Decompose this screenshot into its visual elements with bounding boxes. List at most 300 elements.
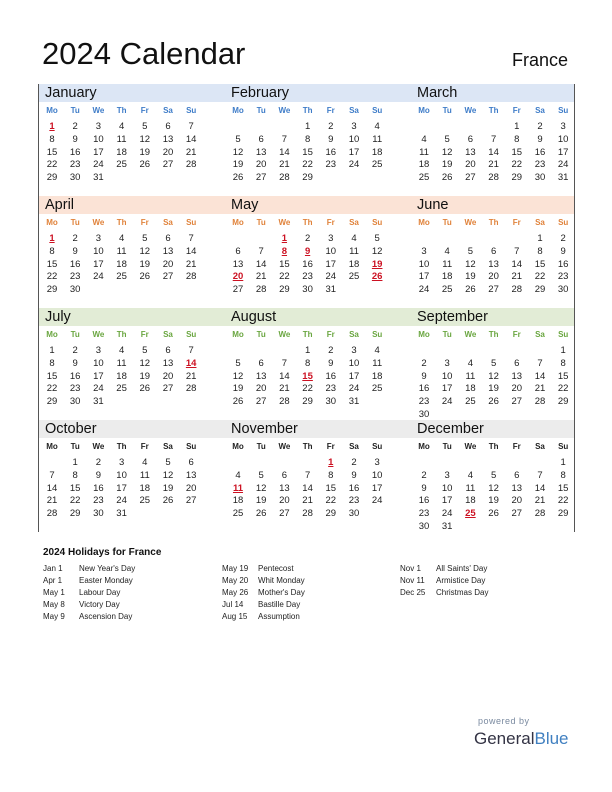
brand-logo[interactable] [474, 729, 569, 749]
day-cell[interactable]: 4 [374, 345, 380, 356]
day-cell[interactable]: 20 [255, 383, 267, 395]
day-cell[interactable]: 7 [537, 357, 543, 369]
day-cell[interactable]: 14 [279, 146, 290, 158]
day-cell[interactable]: 17 [441, 383, 453, 395]
day-cell[interactable]: 10 [441, 482, 453, 494]
day-cell[interactable]: 28 [534, 396, 546, 408]
day-cell[interactable]: 16 [348, 482, 360, 494]
day-cell[interactable]: 21 [488, 159, 499, 171]
day-cell[interactable]: 30 [69, 172, 81, 184]
day-cell[interactable]: 25 [116, 271, 127, 283]
day-cell[interactable]: 1 [49, 345, 55, 356]
day-cell[interactable]: 4 [421, 133, 427, 145]
day-cell[interactable]: 13 [488, 258, 499, 270]
day-cell[interactable]: 16 [69, 370, 81, 382]
day-cell[interactable]: 2 [328, 345, 334, 356]
day-cell[interactable]: 16 [557, 258, 569, 270]
day-cell[interactable]: 25 [232, 508, 244, 520]
day-cell[interactable]: 25 [371, 383, 383, 395]
day-cell[interactable]: 11 [116, 245, 127, 257]
day-cell[interactable]: 6 [514, 357, 520, 369]
day-cell[interactable]: 29 [325, 508, 337, 520]
day-cell[interactable]: 17 [557, 146, 569, 158]
day-cell[interactable]: 22 [46, 159, 58, 171]
day-cell[interactable]: 29 [279, 284, 290, 296]
day-cell[interactable]: 26 [255, 508, 267, 520]
day-cell[interactable]: 15 [46, 258, 58, 270]
day-cell[interactable]: 30 [418, 409, 430, 420]
day-cell[interactable]: 28 [185, 159, 197, 171]
day-cell[interactable]: 4 [142, 457, 148, 468]
day-cell[interactable]: 4 [118, 345, 125, 356]
day-cell[interactable]: 25 [139, 495, 151, 507]
day-cell[interactable]: 11 [372, 133, 383, 145]
day-cell[interactable]: 8 [281, 245, 288, 257]
day-cell[interactable]: 20 [511, 495, 523, 507]
day-cell[interactable]: 10 [93, 133, 104, 145]
day-cell[interactable]: 3 [421, 245, 427, 257]
day-cell[interactable]: 9 [328, 133, 334, 145]
day-cell[interactable]: 16 [302, 258, 313, 270]
day-cell[interactable]: 27 [465, 172, 476, 184]
day-cell[interactable]: 4 [374, 121, 380, 132]
day-cell[interactable]: 12 [441, 146, 453, 158]
day-cell[interactable]: 23 [557, 271, 569, 283]
day-cell[interactable]: 24 [93, 271, 104, 283]
day-cell[interactable]: 23 [93, 495, 104, 507]
day-cell[interactable]: 16 [418, 495, 430, 507]
day-cell[interactable]: 27 [511, 396, 523, 408]
day-cell[interactable]: 8 [49, 357, 55, 369]
day-cell[interactable]: 18 [371, 146, 383, 158]
day-cell[interactable]: 14 [302, 482, 313, 494]
day-cell[interactable]: 23 [534, 159, 546, 171]
day-cell[interactable]: 29 [69, 508, 81, 520]
day-cell[interactable]: 31 [325, 284, 337, 296]
day-cell[interactable]: 10 [93, 357, 104, 369]
day-cell[interactable]: 16 [69, 258, 81, 270]
day-cell[interactable]: 1 [49, 233, 55, 244]
day-cell[interactable]: 31 [93, 396, 104, 408]
day-cell[interactable]: 5 [235, 357, 241, 369]
day-cell[interactable]: 5 [165, 457, 171, 468]
day-cell[interactable]: 7 [188, 121, 194, 132]
day-cell[interactable]: 19 [162, 482, 174, 494]
day-cell[interactable]: 18 [465, 383, 476, 395]
day-cell[interactable]: 27 [255, 396, 267, 408]
day-cell[interactable]: 2 [304, 233, 311, 244]
day-cell[interactable]: 15 [46, 146, 58, 158]
day-cell[interactable]: 4 [235, 469, 241, 481]
day-cell[interactable]: 8 [304, 133, 311, 145]
day-cell[interactable]: 7 [49, 469, 55, 481]
day-cell[interactable]: 3 [560, 121, 566, 132]
day-cell[interactable]: 1 [560, 345, 566, 356]
day-cell[interactable]: 8 [328, 469, 334, 481]
day-cell[interactable]: 22 [302, 383, 313, 395]
day-cell[interactable]: 13 [232, 258, 244, 270]
day-cell[interactable]: 2 [72, 121, 78, 132]
day-cell[interactable]: 21 [255, 271, 267, 283]
day-cell[interactable]: 15 [302, 370, 313, 382]
day-cell[interactable]: 14 [185, 245, 197, 257]
day-cell[interactable]: 16 [534, 146, 546, 158]
day-cell[interactable]: 30 [69, 396, 81, 408]
day-cell[interactable]: 8 [560, 357, 566, 369]
day-cell[interactable]: 30 [534, 172, 546, 184]
day-cell[interactable]: 14 [534, 370, 546, 382]
day-cell[interactable]: 15 [557, 482, 569, 494]
day-cell[interactable]: 12 [162, 469, 174, 481]
day-cell[interactable]: 7 [281, 133, 288, 145]
day-cell[interactable]: 7 [188, 345, 194, 356]
day-cell[interactable]: 4 [118, 233, 125, 244]
day-cell[interactable]: 19 [488, 495, 499, 507]
day-cell[interactable]: 9 [72, 133, 78, 145]
day-cell[interactable]: 6 [188, 457, 194, 468]
day-cell[interactable]: 28 [488, 172, 499, 184]
day-cell[interactable]: 21 [46, 495, 58, 507]
day-cell[interactable]: 7 [537, 469, 543, 481]
day-cell[interactable]: 7 [304, 469, 311, 481]
day-cell[interactable]: 4 [118, 121, 125, 132]
day-cell[interactable]: 16 [418, 383, 430, 395]
day-cell[interactable]: 30 [325, 396, 337, 408]
day-cell[interactable]: 15 [534, 258, 546, 270]
day-cell[interactable]: 8 [304, 357, 311, 369]
day-cell[interactable]: 19 [441, 159, 453, 171]
day-cell[interactable]: 11 [442, 258, 453, 270]
day-cell[interactable]: 5 [490, 469, 497, 481]
day-cell[interactable]: 12 [488, 370, 499, 382]
day-cell[interactable]: 4 [467, 357, 474, 369]
day-cell[interactable]: 3 [95, 121, 102, 132]
day-cell[interactable]: 18 [139, 482, 151, 494]
day-cell[interactable]: 25 [465, 396, 476, 408]
day-cell[interactable]: 20 [162, 370, 174, 382]
day-cell[interactable]: 22 [557, 383, 569, 395]
day-cell[interactable]: 23 [302, 271, 313, 283]
day-cell[interactable]: 13 [185, 469, 197, 481]
day-cell[interactable]: 26 [488, 508, 499, 520]
day-cell[interactable]: 19 [139, 258, 151, 270]
day-cell[interactable]: 21 [185, 146, 197, 158]
day-cell[interactable]: 6 [467, 133, 474, 145]
day-cell[interactable]: 18 [116, 146, 127, 158]
day-cell[interactable]: 17 [441, 495, 453, 507]
day-cell[interactable]: 12 [232, 370, 244, 382]
day-cell[interactable]: 2 [72, 345, 78, 356]
day-cell[interactable]: 24 [441, 508, 453, 520]
day-cell[interactable]: 3 [374, 457, 380, 468]
day-cell[interactable]: 27 [162, 159, 174, 171]
day-cell[interactable]: 29 [534, 284, 546, 296]
day-cell[interactable]: 2 [537, 121, 543, 132]
day-cell[interactable]: 24 [348, 159, 360, 171]
day-cell[interactable]: 3 [95, 345, 102, 356]
day-cell[interactable]: 26 [371, 271, 383, 283]
day-cell[interactable]: 17 [418, 271, 430, 283]
day-cell[interactable]: 26 [441, 172, 453, 184]
day-cell[interactable]: 7 [258, 245, 264, 257]
day-cell[interactable]: 19 [488, 383, 499, 395]
day-cell[interactable]: 11 [116, 133, 127, 145]
day-cell[interactable]: 27 [279, 508, 290, 520]
day-cell[interactable]: 11 [465, 482, 476, 494]
day-cell[interactable]: 14 [488, 146, 499, 158]
day-cell[interactable]: 26 [488, 396, 499, 408]
day-cell[interactable]: 29 [46, 284, 58, 296]
day-cell[interactable]: 3 [351, 121, 357, 132]
day-cell[interactable]: 9 [351, 469, 357, 481]
day-cell[interactable]: 14 [511, 258, 523, 270]
day-cell[interactable]: 26 [232, 172, 244, 184]
day-cell[interactable]: 29 [557, 508, 569, 520]
day-cell[interactable]: 10 [93, 245, 104, 257]
day-cell[interactable]: 1 [537, 233, 543, 244]
day-cell[interactable]: 8 [72, 469, 78, 481]
day-cell[interactable]: 8 [560, 469, 566, 481]
day-cell[interactable]: 25 [371, 159, 383, 171]
day-cell[interactable]: 24 [418, 284, 430, 296]
day-cell[interactable]: 2 [421, 357, 427, 369]
day-cell[interactable]: 7 [514, 245, 520, 257]
day-cell[interactable]: 23 [69, 271, 81, 283]
day-cell[interactable]: 26 [139, 383, 151, 395]
day-cell[interactable]: 1 [49, 121, 55, 132]
day-cell[interactable]: 30 [302, 284, 313, 296]
day-cell[interactable]: 25 [441, 284, 453, 296]
day-cell[interactable]: 12 [139, 133, 151, 145]
day-cell[interactable]: 22 [69, 495, 81, 507]
day-cell[interactable]: 28 [185, 383, 197, 395]
day-cell[interactable]: 20 [185, 482, 197, 494]
day-cell[interactable]: 29 [557, 396, 569, 408]
day-cell[interactable]: 7 [490, 133, 497, 145]
day-cell[interactable]: 5 [374, 233, 380, 244]
day-cell[interactable]: 18 [116, 370, 127, 382]
day-cell[interactable]: 24 [371, 495, 383, 507]
day-cell[interactable]: 16 [93, 482, 104, 494]
day-cell[interactable]: 10 [348, 133, 360, 145]
day-cell[interactable]: 27 [488, 284, 499, 296]
day-cell[interactable]: 19 [232, 383, 244, 395]
day-cell[interactable]: 25 [465, 508, 476, 520]
day-cell[interactable]: 19 [139, 146, 151, 158]
day-cell[interactable]: 24 [441, 396, 453, 408]
day-cell[interactable]: 12 [371, 245, 383, 257]
day-cell[interactable]: 24 [348, 383, 360, 395]
day-cell[interactable]: 18 [116, 258, 127, 270]
day-cell[interactable]: 22 [557, 495, 569, 507]
day-cell[interactable]: 24 [93, 383, 104, 395]
day-cell[interactable]: 27 [185, 495, 197, 507]
day-cell[interactable]: 2 [421, 469, 427, 481]
day-cell[interactable]: 6 [165, 121, 171, 132]
day-cell[interactable]: 4 [467, 469, 474, 481]
day-cell[interactable]: 20 [255, 159, 267, 171]
day-cell[interactable]: 23 [325, 159, 337, 171]
day-cell[interactable]: 11 [139, 469, 150, 481]
day-cell[interactable]: 21 [511, 271, 523, 283]
day-cell[interactable]: 24 [116, 495, 127, 507]
day-cell[interactable]: 2 [95, 457, 102, 468]
day-cell[interactable]: 10 [441, 370, 453, 382]
day-cell[interactable]: 14 [534, 482, 546, 494]
day-cell[interactable]: 23 [418, 396, 430, 408]
day-cell[interactable]: 1 [304, 121, 311, 132]
day-cell[interactable]: 30 [93, 508, 104, 520]
day-cell[interactable]: 10 [418, 258, 430, 270]
day-cell[interactable]: 1 [281, 233, 288, 244]
day-cell[interactable]: 18 [371, 370, 383, 382]
day-cell[interactable]: 28 [185, 271, 197, 283]
day-cell[interactable]: 17 [348, 146, 360, 158]
day-cell[interactable]: 18 [418, 159, 430, 171]
day-cell[interactable]: 14 [279, 370, 290, 382]
day-cell[interactable]: 5 [258, 469, 264, 481]
day-cell[interactable]: 6 [258, 133, 264, 145]
day-cell[interactable]: 25 [116, 159, 127, 171]
day-cell[interactable]: 31 [93, 172, 104, 184]
day-cell[interactable]: 19 [232, 159, 244, 171]
day-cell[interactable]: 5 [467, 245, 474, 257]
day-cell[interactable]: 17 [116, 482, 127, 494]
day-cell[interactable]: 28 [511, 284, 523, 296]
day-cell[interactable]: 29 [511, 172, 523, 184]
day-cell[interactable]: 20 [162, 258, 174, 270]
day-cell[interactable]: 15 [511, 146, 523, 158]
day-cell[interactable]: 12 [488, 482, 499, 494]
day-cell[interactable]: 22 [279, 271, 290, 283]
day-cell[interactable]: 20 [465, 159, 476, 171]
day-cell[interactable]: 3 [118, 457, 125, 468]
day-cell[interactable]: 11 [349, 245, 359, 257]
day-cell[interactable]: 30 [348, 508, 360, 520]
day-cell[interactable]: 1 [560, 457, 566, 468]
day-cell[interactable]: 27 [162, 383, 174, 395]
day-cell[interactable]: 21 [185, 258, 197, 270]
day-cell[interactable]: 31 [116, 508, 127, 520]
day-cell[interactable]: 15 [302, 146, 313, 158]
day-cell[interactable]: 19 [139, 370, 151, 382]
day-cell[interactable]: 21 [185, 370, 197, 382]
day-cell[interactable]: 16 [325, 370, 337, 382]
day-cell[interactable]: 11 [116, 357, 127, 369]
day-cell[interactable]: 21 [279, 383, 290, 395]
day-cell[interactable]: 9 [95, 469, 102, 481]
day-cell[interactable]: 22 [302, 159, 313, 171]
day-cell[interactable]: 26 [162, 495, 174, 507]
day-cell[interactable]: 26 [232, 396, 244, 408]
day-cell[interactable]: 5 [444, 133, 450, 145]
day-cell[interactable]: 20 [511, 383, 523, 395]
day-cell[interactable]: 1 [72, 457, 78, 468]
day-cell[interactable]: 23 [69, 159, 81, 171]
day-cell[interactable]: 27 [232, 284, 244, 296]
day-cell[interactable]: 2 [72, 233, 78, 244]
day-cell[interactable]: 5 [235, 133, 241, 145]
day-cell[interactable]: 13 [465, 146, 476, 158]
day-cell[interactable]: 28 [279, 396, 290, 408]
day-cell[interactable]: 24 [325, 271, 337, 283]
day-cell[interactable]: 10 [557, 133, 569, 145]
day-cell[interactable]: 18 [441, 271, 453, 283]
day-cell[interactable]: 12 [465, 258, 476, 270]
day-cell[interactable]: 30 [418, 521, 430, 532]
day-cell[interactable]: 17 [93, 258, 104, 270]
day-cell[interactable]: 20 [232, 271, 244, 283]
day-cell[interactable]: 19 [371, 258, 383, 270]
day-cell[interactable]: 31 [441, 521, 453, 532]
day-cell[interactable]: 12 [232, 146, 244, 158]
day-cell[interactable]: 30 [69, 284, 81, 296]
day-cell[interactable]: 4 [351, 233, 357, 244]
day-cell[interactable]: 7 [281, 357, 288, 369]
day-cell[interactable]: 13 [511, 370, 523, 382]
day-cell[interactable]: 3 [444, 469, 450, 481]
day-cell[interactable]: 5 [142, 345, 148, 356]
day-cell[interactable]: 11 [232, 482, 244, 494]
day-cell[interactable]: 5 [490, 357, 497, 369]
day-cell[interactable]: 21 [279, 159, 290, 171]
day-cell[interactable]: 8 [49, 133, 55, 145]
day-cell[interactable]: 4 [444, 245, 450, 257]
day-cell[interactable]: 28 [302, 508, 313, 520]
day-cell[interactable]: 16 [325, 146, 337, 158]
day-cell[interactable]: 15 [325, 482, 337, 494]
day-cell[interactable]: 5 [142, 121, 148, 132]
day-cell[interactable]: 9 [560, 245, 566, 257]
day-cell[interactable]: 25 [348, 271, 360, 283]
day-cell[interactable]: 9 [72, 357, 78, 369]
day-cell[interactable]: 3 [444, 357, 450, 369]
day-cell[interactable]: 29 [302, 396, 313, 408]
day-cell[interactable]: 28 [255, 284, 267, 296]
day-cell[interactable]: 29 [302, 172, 313, 184]
day-cell[interactable]: 28 [534, 508, 546, 520]
day-cell[interactable]: 22 [511, 159, 523, 171]
day-cell[interactable]: 11 [419, 146, 429, 158]
day-cell[interactable]: 30 [557, 284, 569, 296]
day-cell[interactable]: 11 [465, 370, 476, 382]
day-cell[interactable]: 22 [534, 271, 546, 283]
day-cell[interactable]: 31 [348, 396, 360, 408]
day-cell[interactable]: 29 [46, 396, 58, 408]
day-cell[interactable]: 20 [279, 495, 290, 507]
day-cell[interactable]: 21 [302, 495, 313, 507]
day-cell[interactable]: 23 [325, 383, 337, 395]
day-cell[interactable]: 7 [188, 233, 194, 244]
day-cell[interactable]: 10 [325, 245, 337, 257]
day-cell[interactable]: 9 [304, 245, 311, 257]
day-cell[interactable]: 13 [162, 133, 174, 145]
day-cell[interactable]: 9 [537, 133, 543, 145]
day-cell[interactable]: 14 [255, 258, 267, 270]
day-cell[interactable]: 12 [255, 482, 267, 494]
day-cell[interactable]: 24 [93, 159, 104, 171]
day-cell[interactable]: 14 [46, 482, 58, 494]
day-cell[interactable]: 21 [534, 383, 546, 395]
day-cell[interactable]: 31 [557, 172, 569, 184]
day-cell[interactable]: 15 [46, 370, 58, 382]
day-cell[interactable]: 28 [279, 172, 290, 184]
day-cell[interactable]: 14 [185, 133, 197, 145]
day-cell[interactable]: 10 [116, 469, 127, 481]
day-cell[interactable]: 29 [46, 172, 58, 184]
day-cell[interactable]: 27 [162, 271, 174, 283]
day-cell[interactable]: 13 [255, 146, 267, 158]
